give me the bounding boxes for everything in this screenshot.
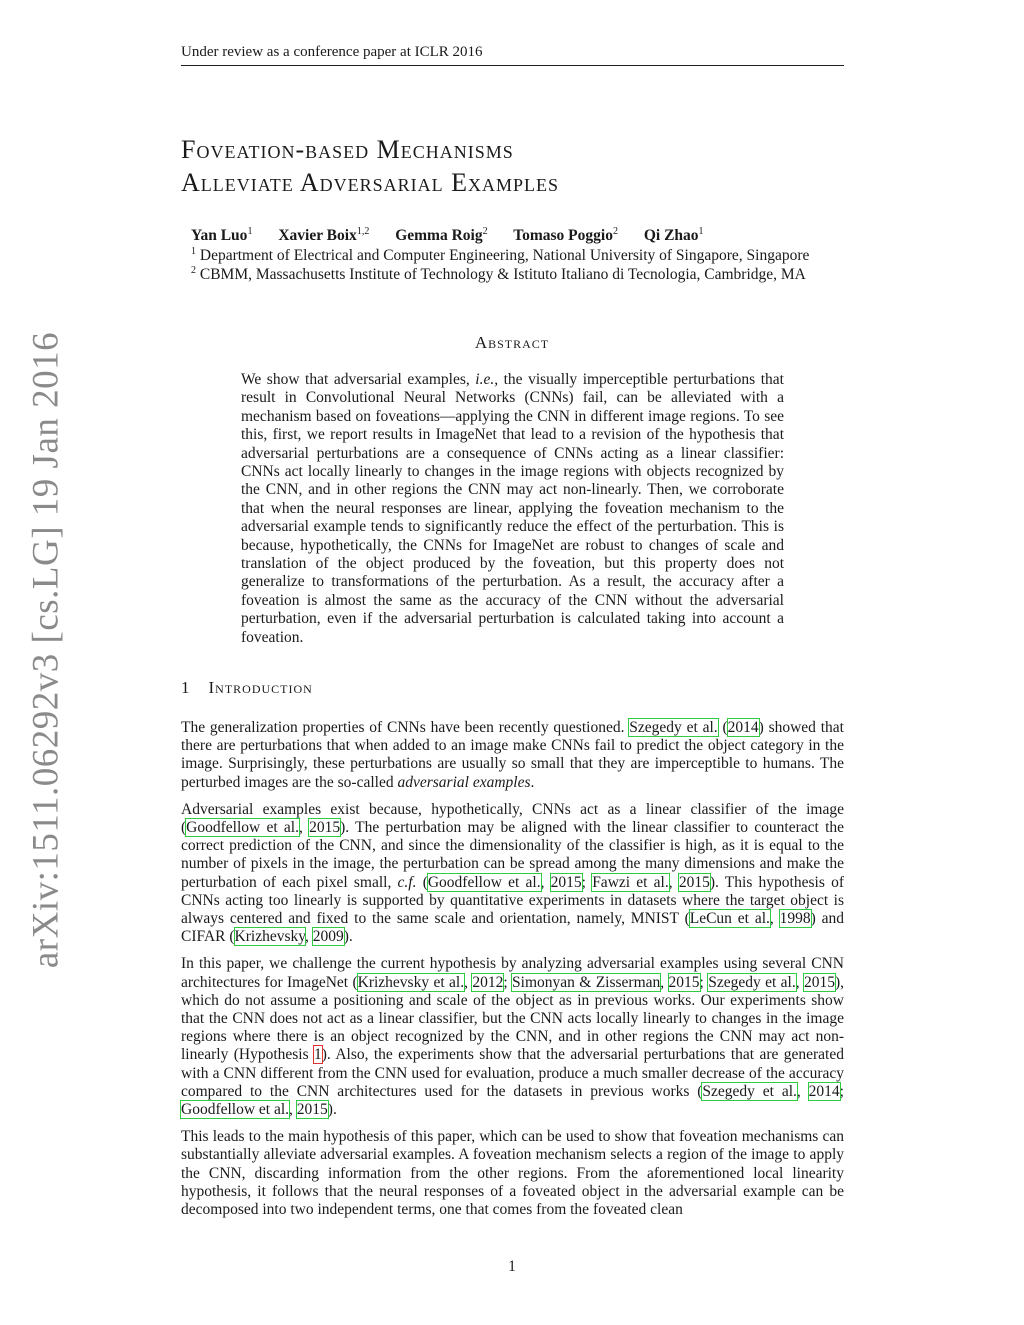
citation-link[interactable]: Fawzi et al. (592, 873, 669, 891)
abstract-body (241, 371, 784, 647)
paragraph: The generalization properties of CNNs have been recently questioned. Szegedy et al. (2014) showed that there are perturbations that when added to an image make CNNs fail to predict the object category in the image. Surprisingly, these perturbations are usually so small that they are imperceptible to humans. The perturbed images are the so-called adversarial examples. (181, 719, 844, 791)
citation-link[interactable]: LeCun et al. (689, 910, 770, 928)
citation-link[interactable]: Goodfellow et al. (186, 819, 299, 837)
author-name: Xavier Boix (278, 227, 357, 245)
running-header: Under review as a conference paper at ICLR 2016 (181, 44, 844, 66)
hypothesis-reference-link[interactable]: 1 (314, 1046, 322, 1064)
author (395, 227, 487, 244)
title-line-2: Alleviate Adversarial Examples (181, 168, 559, 197)
citation-link[interactable]: Goodfellow et al. (181, 1101, 290, 1119)
page-number: 1 (508, 1258, 516, 1275)
author (278, 227, 369, 244)
emphasis: adversarial examples (397, 773, 531, 791)
citation-link[interactable]: 2015 (550, 873, 582, 891)
author-name: Tomaso Poggio (513, 227, 613, 245)
citation-link[interactable]: 2015 (803, 973, 835, 991)
section-heading-introduction (181, 678, 313, 698)
citation-link[interactable]: 2015 (678, 873, 710, 891)
author (191, 227, 252, 244)
citation-link[interactable]: 2014 (808, 1082, 840, 1100)
paper-title (181, 133, 559, 199)
author-affil-mark: 2 (482, 226, 488, 237)
paragraph: Adversarial examples exist because, hypothetically, CNNs act as a linear classifier of the image (Goodfellow et al., 2015). The perturbation may be aligned with the linear classifier to counteract the correct prediction of the CNN, and since the dimensionality of the classifier is high, as it is equal to the number of pixels in the image, the perturbation can be spread among the many dimensions and make the perturbation of each pixel small, c.f. (Goodfellow et al., 2015; Fawzi et al., 2015). This hypothesis of CNNs acting too linearly is supported by quantitative experiments in datasets where the target object is always centered and fixed to the same scale and orientation, namely, MNIST (LeCun et al., 1998) and CIFAR (Krizhevsky, 2009). (181, 800, 845, 946)
author-affil-mark: 1 (698, 226, 704, 237)
arxiv-identifier: arXiv:1511.06292v3 [cs.LG] 19 Jan 2016 (25, 331, 67, 969)
author (513, 227, 618, 244)
abstract-text: the visually imperceptible perturbations that result in Convolutional Neural Networks (CNNs) fail, can be alleviated with a mechanism based on foveations—applying the CNN in different image regions. To see this, first, we report results in ImageNet that lead to a revision of the hypothesis that adversarial perturbations are a consequence of CNNs acting as a linear classifier: CNNs act locally linearly to changes in the image regions with objects recognized by the CNN, and in other regions the CNN may act non-linearly. Then, we corroborate that when the neural responses are linear, applying the foveation mechanism to the adversarial example tends to significantly reduce the effect of the perturbation. This is because, hypothetically, the CNNs for ImageNet are robust to changes of scale and translation of the object produced by the foveation, but this property does not generalize to transformations of the perturbation. As a result, the accuracy after a foveation is almost the same as the accuracy of the CNN without the adversarial perturbation, even if the adversarial perturbation is calculated taking into account a foveation. (241, 371, 784, 646)
introduction-body (181, 719, 844, 1228)
affiliation-2 (191, 265, 806, 284)
affiliation-mark: 1 (191, 246, 196, 257)
citation-link[interactable]: Krizhevsky et al. (357, 973, 465, 991)
author-affil-mark: 1,2 (356, 226, 370, 237)
author-name: Gemma Roig (395, 227, 483, 245)
citation-link[interactable]: 2014 (727, 719, 759, 736)
citation-link[interactable]: Szegedy et al. (708, 973, 796, 991)
citation-link[interactable]: 2015 (309, 819, 341, 837)
citation-link[interactable]: Krizhevsky (234, 928, 305, 946)
paragraph: In this paper, we challenge the current hypothesis by analyzing adversarial examples using several CNN architectures for ImageNet (Krizhevsky et al., 2012; Simonyan & Zisserman, 2015; Szegedy et al., 2015), which do not assume a positioning and scale of the object as in previous works. Our experiments show that the CNN does not act as a linear classifier, but the CNN acts locally linearly to changes in the image regions where there is an object recognized by the CNN, and in other regions the CNN may act non-linearly (Hypothesis 1). Also, the experiments show that the adversarial perturbations that are generated with a CNN different from the CNN used for evaluation, produce a much smaller decrease of the accuracy compared to the CNN architectures used for the datasets in previous works (Szegedy et al., 2014; Goodfellow et al., 2015). (181, 955, 845, 1119)
citation-link[interactable]: Goodfellow et al. (427, 873, 541, 891)
author-list (191, 226, 726, 245)
affiliation-1 (191, 246, 809, 265)
emphasis: c.f. (397, 873, 417, 891)
citation-link[interactable]: Simonyan & Zisserman (512, 973, 661, 991)
citation-link[interactable]: Szegedy et al. (702, 1082, 797, 1100)
author-affil-mark: 2 (612, 226, 618, 237)
affiliation-text: Department of Electrical and Computer Engineering, National University of Singapore, Singapore (199, 247, 810, 265)
section-title: Introduction (208, 678, 313, 697)
citation-link[interactable]: 2009 (312, 928, 344, 946)
author (644, 227, 704, 244)
affiliation-mark: 2 (191, 265, 196, 276)
citation-link[interactable]: 2015 (668, 973, 700, 991)
citation-link[interactable]: 2012 (472, 973, 504, 991)
author-name: Qi Zhao (643, 227, 699, 245)
section-number: 1 (181, 678, 191, 697)
title-line-1: Foveation-based Mechanisms (181, 135, 514, 164)
author-name: Yan Luo (191, 227, 248, 245)
abstract-ie: i.e., (475, 371, 499, 388)
citation-link[interactable]: Szegedy et al. (629, 719, 718, 736)
paragraph: This leads to the main hypothesis of this paper, which can be used to show that foveation mechanisms can substantially alleviate adversarial examples. A foveation mechanism selects a region of the image to apply the CNN, discarding information from the other regions. From the aforementioned local linearity hypothesis, it follows that the neural responses of a foveated object in the adversarial example can be decomposed into two independent terms, one that comes from the foveated clean (181, 1128, 844, 1219)
author-affil-mark: 1 (247, 226, 253, 237)
affiliation-text: CBMM, Massachusetts Institute of Technology & Istituto Italiano di Tecnologia, Cambridge, MA (199, 266, 806, 284)
citation-link[interactable]: 2015 (296, 1101, 328, 1119)
abstract-text: We show that adversarial examples, (241, 371, 476, 388)
abstract-heading: Abstract (474, 333, 550, 352)
citation-link[interactable]: 1998 (779, 910, 811, 928)
